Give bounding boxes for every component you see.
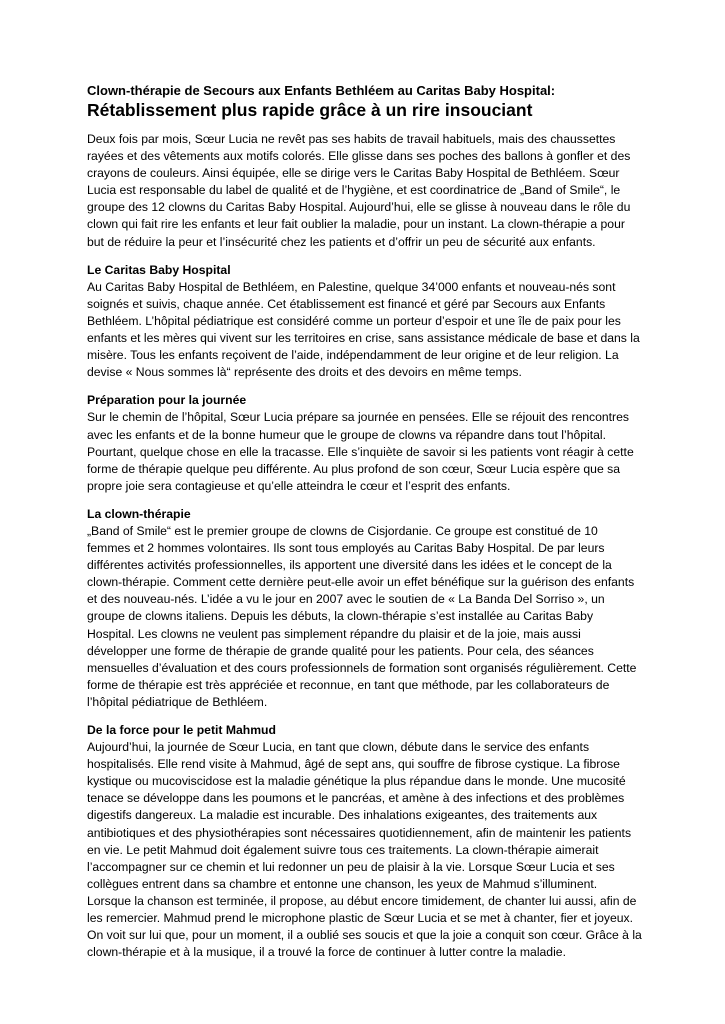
section-heading: La clown-thérapie <box>87 506 191 521</box>
section-heading: De la force pour le petit Mahmud <box>87 723 276 737</box>
section-paragraph: Aujourd’hui, la journée de Sœur Lucia, en tant que clown, débute dans le service des enfants hospitalisés. Elle rend visite à Mahmud, âgé de sept ans, qui souffre de fibrose cystique. La fibrose kystique ou mucoviscidose est la maladie génétique la plus répandue dans le monde. Une mucosité tenace se développe dans les poumons et le pancréas, et amène à des infections et des problèmes digestifs dangereux. La maladie est incurable. Des inhalations exigeantes, des traitements aux antibiotiques et des physiothérapies sont nécessaires quotidiennement, afin de maintenir les patients en vie. Le petit Mahmud doit également suivre tous ces traitements. La clown-thérapie aimerait l’accompagner sur ce chemin et lui redonner un peu de plaisir à la vie. Lorsque Sœur Lucia et ses collègues entrent dans sa chambre et entonne une chanson, les yeux de Mahmud s’illuminent. Lorsque la chanson est terminée, il propose, au début encore timidement, de chanter lui aussi, afin de les remercier. Mahmud prend le microphone plastic de Sœur Lucia et se met à chanter, fier et joyeux. On voit sur lui que, pour un moment, il a oublié ses soucis et que la joie a conquit son cœur. Grâce à la clown-thérapie et à la musique, il a trouvé la force de continuer à lutter contre la maladie. <box>87 740 642 960</box>
section-paragraph: Au Caritas Baby Hospital de Bethléem, en Palestine, quelque 34’000 enfants et nouveau-nés sont soignés et suivis, chaque année. Cet établissement est financé et géré par Secours aux Enfants Bethléem. L’hôpital pédiatrique est considéré comme un porteur d’espoir et une île de paix pour les enfants et les mères qui vivent sur les territoires en crise, sans assistance médicale de base et dans la misère. Tous les enfants reçoivent de l’aide, indépendamment de leur origine et de leur religion. La devise « Nous sommes là“ représente des droits et des devoirs en même temps. <box>87 279 640 380</box>
section-paragraph: „Band of Smile“ est le premier groupe de clowns de Cisjordanie. Ce groupe est constitué de 10 femmes et 2 hommes volontaires. Ils sont tous employés au Caritas Baby Hospital. De par leurs différentes activités professionnelles, ils apportent une diversité dans les idées et le concept de la clown-thérapie. Comment cette dernière peut-elle avoir un effet bénéfique sur la guérison des enfants et des nouveau-nés. L’idée a vu le jour en 2007 avec le soutien de « La Banda Del Sorriso », un groupe de clowns italiens. Depuis les débuts, la clown-thérapie s’est installée au Caritas Baby Hospital. Les clowns ne veulent pas simplement répandre du plaisir et de la joie, mais aussi développer une forme de thérapie de grande qualité pour les patients. Pour cela, des séances mensuelles d’évaluation et des cours professionnels de formation sont organisés régulièrement. Cette forme de thérapie est très appréciée et reconnue, en tant que méthode, par les collaborateurs de l’hôpital pédiatrique de Bethléem. <box>87 523 637 709</box>
intro-paragraph: Deux fois par mois, Sœur Lucia ne revêt pas ses habits de travail habituels, mais des chaussettes rayées et des vêtements aux motifs colorés. Elle glisse dans ses poches des ballons à gonfler et des crayons de couleurs. Ainsi équipée, elle se dirige vers le Caritas Baby Hospital de Bethléem. Sœur Lucia est responsable du label de qualité et de l’hygiène, et est coordinatrice de „Band of Smile“, le groupe des 12 clowns du Caritas Baby Hospital. Aujourd’hui, elle se glisse à nouveau dans le rôle du clown qui fait rire les enfants et leur fait oublier la maladie, pour un instant. La clown-thérapie a pour but de réduire la peur et l’insécurité chez les patients et d’offrir un peu de sécurité aux enfants. <box>87 132 631 249</box>
section-preparation <box>87 392 643 495</box>
section-clown-therapie <box>87 506 643 711</box>
document-page <box>87 83 643 972</box>
section-mahmud <box>87 722 643 961</box>
document-kicker: Clown-thérapie de Secours aux Enfants Bethléem au Caritas Baby Hospital: <box>87 83 556 98</box>
section-caritas-baby-hospital <box>87 262 643 382</box>
section-heading: Préparation pour la journée <box>87 393 247 408</box>
document-title: Rétablissement plus rapide grâce à un rire insouciant <box>87 100 533 120</box>
section-heading: Le Caritas Baby Hospital <box>87 262 231 277</box>
section-paragraph: Sur le chemin de l’hôpital, Sœur Lucia prépare sa journée en pensées. Elle se réjouit des rencontres avec les enfants et de la bonne humeur que le groupe de clowns va répandre dans tout l’hôpital. Pourtant, quelque chose en elle la tracasse. Elle s’inquiète de savoir si les patients vont réagir à cette forme de thérapie quelque peu différente. Au plus profond de son cœur, Sœur Lucia espère que sa propre joie sera contagieuse et qu’elle atteindra le cœur et l’esprit des enfants. <box>87 410 634 493</box>
